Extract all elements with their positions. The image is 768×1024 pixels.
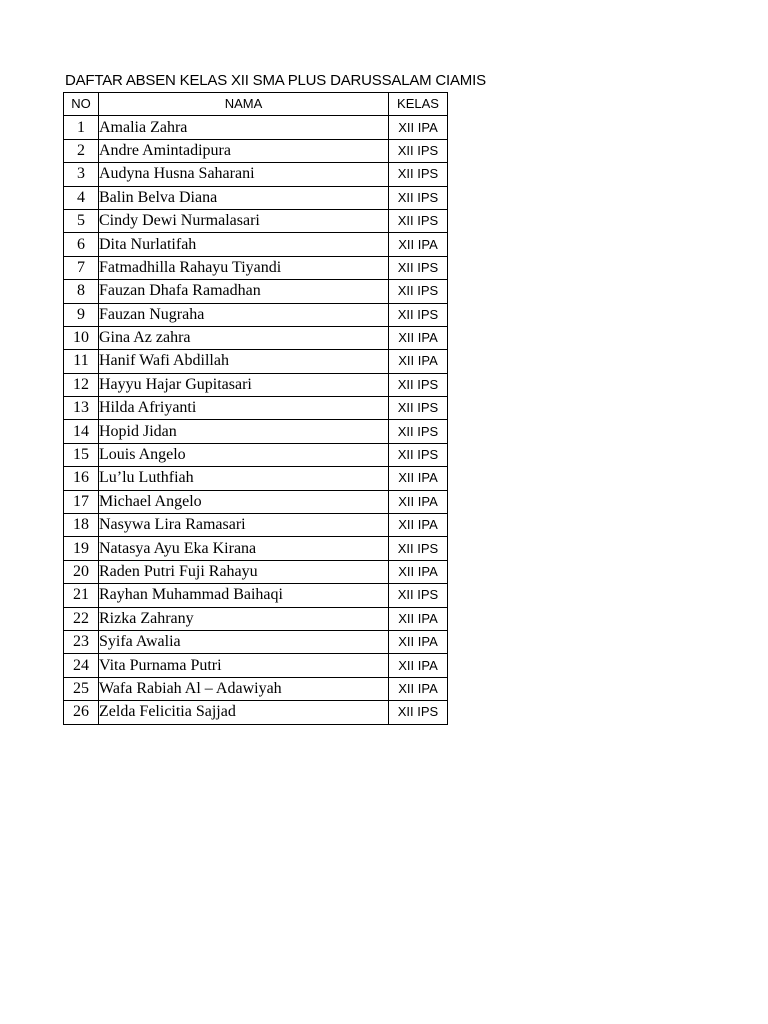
table-row bbox=[64, 443, 448, 466]
row-number: 20 bbox=[64, 560, 99, 583]
class-label: XII IPS bbox=[389, 256, 448, 279]
class-label: XII IPA bbox=[389, 630, 448, 653]
row-number: 15 bbox=[64, 443, 99, 466]
student-name: Rizka Zahrany bbox=[99, 607, 389, 630]
table-row bbox=[64, 654, 448, 677]
row-number: 25 bbox=[64, 677, 99, 700]
class-label: XII IPS bbox=[389, 303, 448, 326]
student-name: Amalia Zahra bbox=[99, 116, 389, 139]
student-name: Cindy Dewi Nurmalasari bbox=[99, 209, 389, 232]
table-row bbox=[64, 186, 448, 209]
class-label: XII IPS bbox=[389, 163, 448, 186]
table-row bbox=[64, 303, 448, 326]
table-row bbox=[64, 233, 448, 256]
row-number: 18 bbox=[64, 514, 99, 537]
class-label: XII IPA bbox=[389, 350, 448, 373]
student-name: Natasya Ayu Eka Kirana bbox=[99, 537, 389, 560]
table-row bbox=[64, 560, 448, 583]
attendance-table bbox=[63, 92, 448, 725]
table-row bbox=[64, 163, 448, 186]
header-no: NO bbox=[64, 93, 99, 116]
table-row bbox=[64, 373, 448, 396]
class-label: XII IPS bbox=[389, 420, 448, 443]
table-row bbox=[64, 514, 448, 537]
row-number: 22 bbox=[64, 607, 99, 630]
row-number: 14 bbox=[64, 420, 99, 443]
class-label: XII IPA bbox=[389, 233, 448, 256]
row-number: 10 bbox=[64, 326, 99, 349]
row-number: 19 bbox=[64, 537, 99, 560]
student-name: Raden Putri Fuji Rahayu bbox=[99, 560, 389, 583]
class-label: XII IPA bbox=[389, 326, 448, 349]
row-number: 12 bbox=[64, 373, 99, 396]
student-name: Lu’lu Luthfiah bbox=[99, 467, 389, 490]
student-name: Gina Az zahra bbox=[99, 326, 389, 349]
row-number: 13 bbox=[64, 397, 99, 420]
table-row bbox=[64, 584, 448, 607]
student-name: Fauzan Dhafa Ramadhan bbox=[99, 280, 389, 303]
row-number: 23 bbox=[64, 630, 99, 653]
table-header-row bbox=[64, 93, 448, 116]
table-row bbox=[64, 350, 448, 373]
table-row bbox=[64, 490, 448, 513]
class-label: XII IPA bbox=[389, 677, 448, 700]
document-title: DAFTAR ABSEN KELAS XII SMA PLUS DARUSSALAM CIAMIS bbox=[65, 72, 486, 89]
table-row bbox=[64, 280, 448, 303]
table-body bbox=[64, 116, 448, 724]
class-label: XII IPA bbox=[389, 607, 448, 630]
student-name: Hayyu Hajar Gupitasari bbox=[99, 373, 389, 396]
student-name: Dita Nurlatifah bbox=[99, 233, 389, 256]
class-label: XII IPS bbox=[389, 209, 448, 232]
table-row bbox=[64, 116, 448, 139]
table-row bbox=[64, 537, 448, 560]
row-number: 4 bbox=[64, 186, 99, 209]
header-nama: NAMA bbox=[99, 93, 389, 116]
table-row bbox=[64, 701, 448, 724]
table-row bbox=[64, 256, 448, 279]
row-number: 17 bbox=[64, 490, 99, 513]
row-number: 5 bbox=[64, 209, 99, 232]
table-row bbox=[64, 630, 448, 653]
row-number: 6 bbox=[64, 233, 99, 256]
table-row bbox=[64, 677, 448, 700]
table-row bbox=[64, 326, 448, 349]
row-number: 2 bbox=[64, 139, 99, 162]
class-label: XII IPS bbox=[389, 397, 448, 420]
student-name: Vita Purnama Putri bbox=[99, 654, 389, 677]
class-label: XII IPA bbox=[389, 560, 448, 583]
class-label: XII IPS bbox=[389, 186, 448, 209]
row-number: 8 bbox=[64, 280, 99, 303]
student-name: Balin Belva Diana bbox=[99, 186, 389, 209]
table-row bbox=[64, 420, 448, 443]
table-row bbox=[64, 209, 448, 232]
header-kelas: KELAS bbox=[389, 93, 448, 116]
class-label: XII IPA bbox=[389, 514, 448, 537]
class-label: XII IPS bbox=[389, 373, 448, 396]
student-name: Rayhan Muhammad Baihaqi bbox=[99, 584, 389, 607]
row-number: 1 bbox=[64, 116, 99, 139]
class-label: XII IPS bbox=[389, 537, 448, 560]
row-number: 11 bbox=[64, 350, 99, 373]
student-name: Fatmadhilla Rahayu Tiyandi bbox=[99, 256, 389, 279]
student-name: Louis Angelo bbox=[99, 443, 389, 466]
student-name: Nasywa Lira Ramasari bbox=[99, 514, 389, 537]
class-label: XII IPA bbox=[389, 467, 448, 490]
class-label: XII IPA bbox=[389, 490, 448, 513]
table-row bbox=[64, 607, 448, 630]
student-name: Wafa Rabiah Al – Adawiyah bbox=[99, 677, 389, 700]
student-name: Fauzan Nugraha bbox=[99, 303, 389, 326]
class-label: XII IPA bbox=[389, 654, 448, 677]
table-row bbox=[64, 467, 448, 490]
class-label: XII IPS bbox=[389, 139, 448, 162]
table-row bbox=[64, 139, 448, 162]
row-number: 7 bbox=[64, 256, 99, 279]
class-label: XII IPS bbox=[389, 701, 448, 724]
row-number: 3 bbox=[64, 163, 99, 186]
student-name: Hopid Jidan bbox=[99, 420, 389, 443]
student-name: Audyna Husna Saharani bbox=[99, 163, 389, 186]
class-label: XII IPS bbox=[389, 584, 448, 607]
row-number: 24 bbox=[64, 654, 99, 677]
class-label: XII IPA bbox=[389, 116, 448, 139]
table-row bbox=[64, 397, 448, 420]
class-label: XII IPS bbox=[389, 280, 448, 303]
row-number: 9 bbox=[64, 303, 99, 326]
row-number: 26 bbox=[64, 701, 99, 724]
row-number: 21 bbox=[64, 584, 99, 607]
student-name: Andre Amintadipura bbox=[99, 139, 389, 162]
class-label: XII IPS bbox=[389, 443, 448, 466]
row-number: 16 bbox=[64, 467, 99, 490]
student-name: Zelda Felicitia Sajjad bbox=[99, 701, 389, 724]
student-name: Michael Angelo bbox=[99, 490, 389, 513]
student-name: Hanif Wafi Abdillah bbox=[99, 350, 389, 373]
student-name: Hilda Afriyanti bbox=[99, 397, 389, 420]
student-name: Syifa Awalia bbox=[99, 630, 389, 653]
